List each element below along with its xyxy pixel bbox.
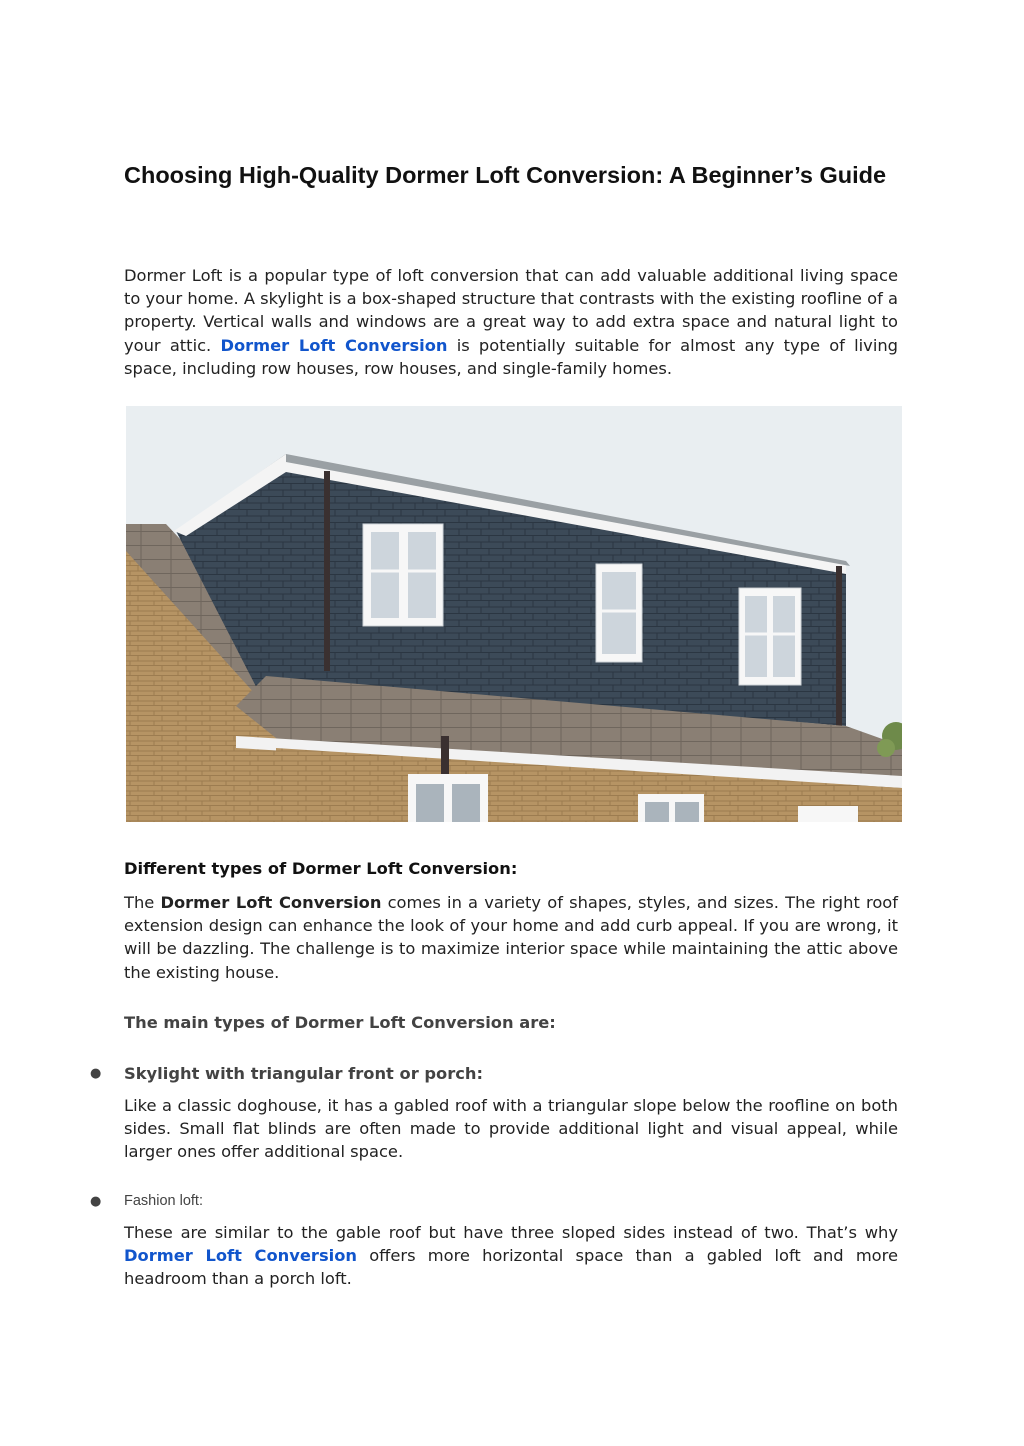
section-heading-main-types: The main types of Dormer Loft Conversion are:: [124, 1013, 556, 1032]
dormer-loft-conversion-link[interactable]: Dormer Loft Conversion: [124, 1246, 358, 1266]
list-item-heading: Fashion loft:: [124, 1193, 203, 1209]
bullet-icon: ●: [90, 1194, 102, 1209]
types-text-end: comes in a variety of shapes, styles, and sizes. The right roof extension design can enhance the look of your home and add curb appeal. If you are wrong, it will be dazzling. The challenge is to maximize interior space while maintaining the attic above the existing house.: [124, 893, 898, 982]
dormer-house-photo: [126, 406, 902, 822]
list-item-text: Like a classic doghouse, it has a gabled roof with a triangular slope below the roofline on both sides. Small flat blinds are often made to provide additional light and visual appeal, while larger ones offer additional space.: [124, 1096, 898, 1162]
types-paragraph: [124, 891, 898, 984]
list-item-heading: Skylight with triangular front or porch:: [124, 1064, 484, 1083]
bullet-icon: ●: [90, 1066, 102, 1081]
fashion-loft-text-start: These are similar to the gable roof but have three sloped sides instead of two. That’s why: [124, 1223, 898, 1242]
intro-text-end: is potentially suitable for almost any type of living space, including row houses, row houses, and single-family homes.: [124, 335, 898, 378]
types-text-start: The: [124, 893, 161, 912]
dormer-loft-conversion-link[interactable]: Dormer Loft Conversion: [220, 335, 448, 355]
fashion-loft-text-end: offers more horizontal space than a gabled loft and more headroom than a porch loft.: [124, 1246, 898, 1289]
list-item-text: [124, 1221, 898, 1291]
section-heading-types: Different types of Dormer Loft Conversion:: [124, 859, 518, 878]
intro-text-start: Dormer Loft is a popular type of loft conversion that can add valuable additional living space to your home. A skylight is a box-shaped structure that contrasts with the existing roofline of a property. Vertical walls and windows are a great way to add extra space and natural light to your attic.: [124, 266, 898, 355]
intro-paragraph: [124, 264, 898, 380]
types-bold-term: Dormer Loft Conversion: [160, 893, 382, 912]
page-title: Choosing High-Quality Dormer Loft Conversion: A Beginner’s Guide: [124, 162, 887, 188]
